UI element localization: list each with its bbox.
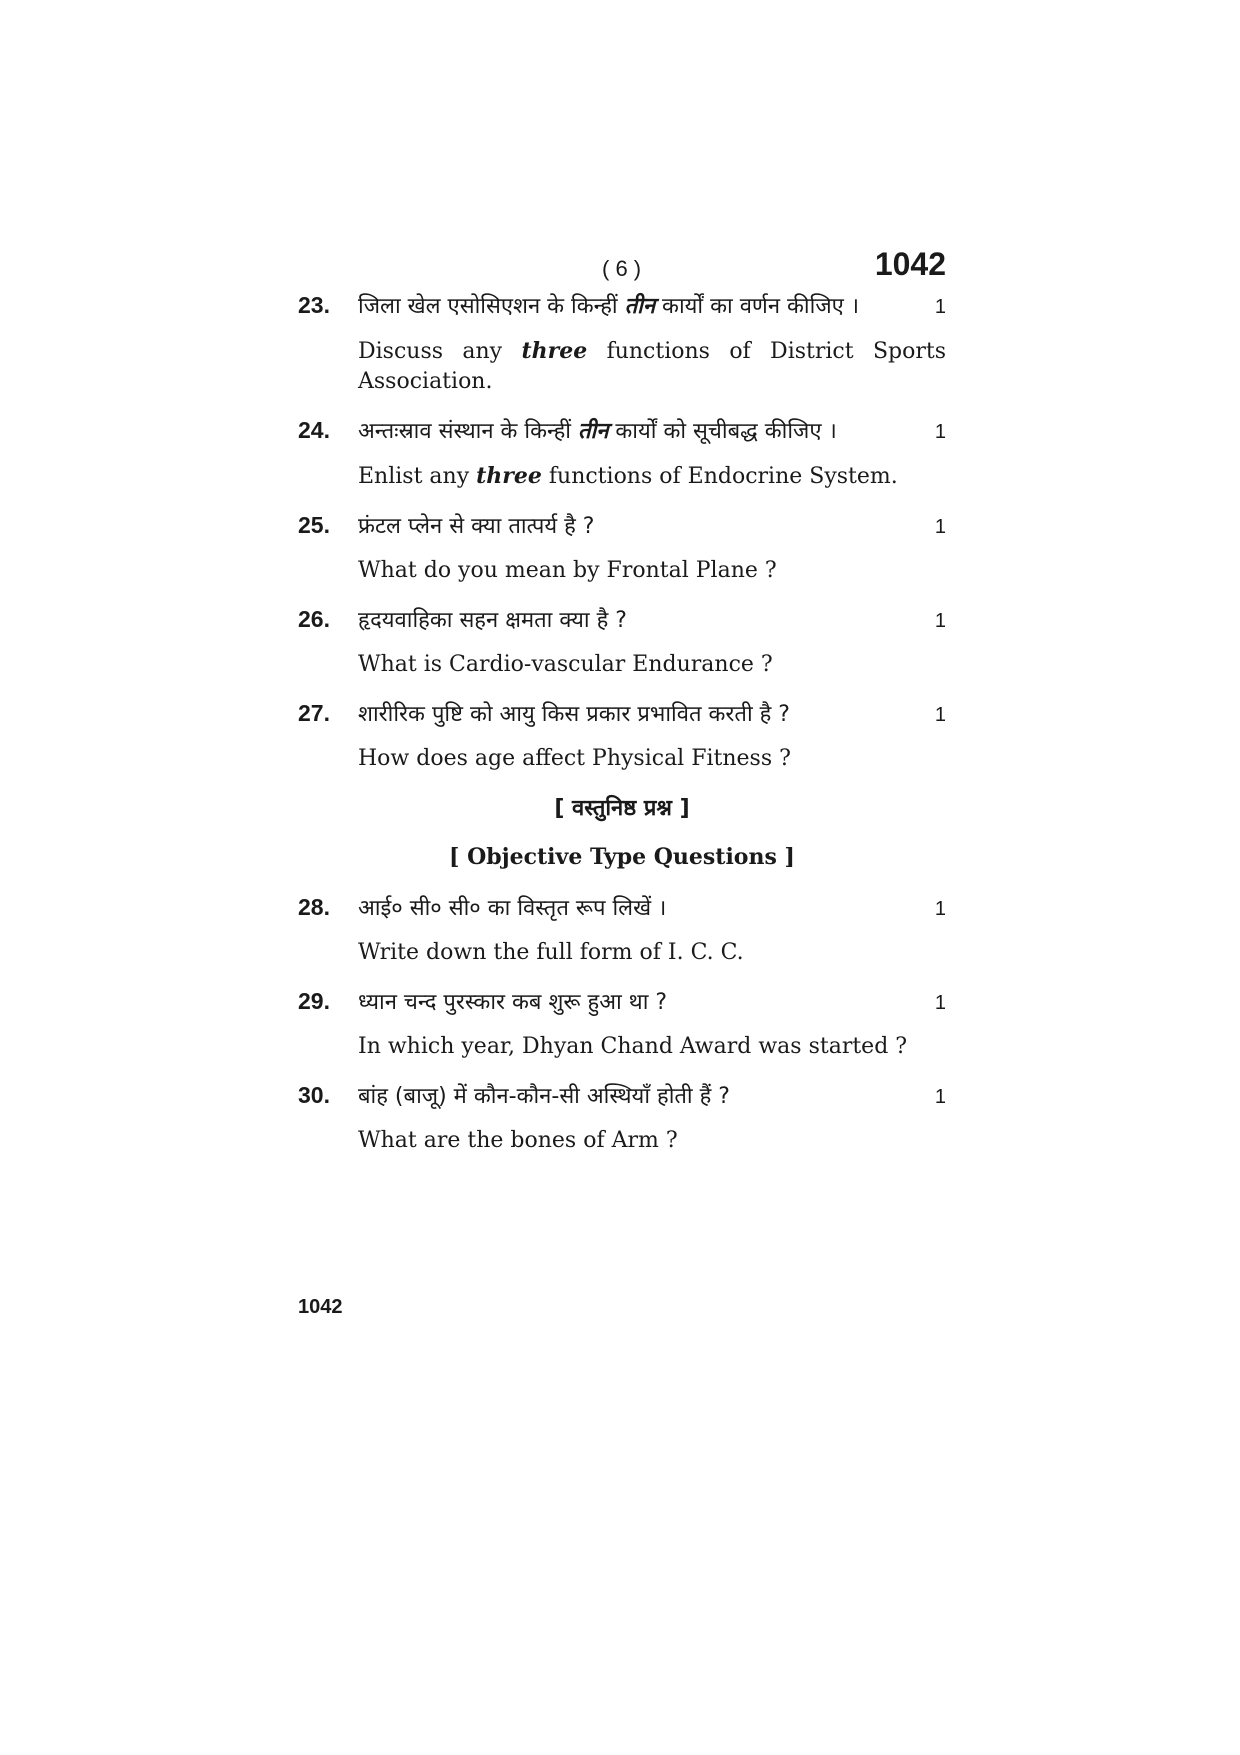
emphasis-english: three bbox=[521, 338, 588, 364]
question-text-hindi: बांह (बाजू) में कौन-कौन-सी अस्थियाँ होती हैं ? bbox=[358, 1084, 730, 1109]
question-28 bbox=[298, 892, 946, 968]
question-23 bbox=[298, 290, 946, 397]
question-text-english: What is Cardio-vascular Endurance ? bbox=[358, 652, 773, 677]
question-text-english: How does age affect Physical Fitness ? bbox=[358, 746, 791, 771]
emphasis-hindi: तीन bbox=[577, 419, 609, 444]
question-text-english: Discuss any three functions of District Sports Association. bbox=[358, 338, 946, 394]
emphasis-english: three bbox=[476, 463, 542, 489]
question-text-hindi: फ्रंटल प्लेन से क्या तात्पर्य है ? bbox=[358, 514, 595, 539]
question-marks: 1 bbox=[934, 296, 946, 318]
section-heading-hindi: [ वस्तुनिष्ठ प्रश्न ] bbox=[554, 796, 690, 821]
question-text-english: Enlist any three functions of Endocrine System. bbox=[358, 463, 898, 489]
question-text-english: In which year, Dhyan Chand Award was started ? bbox=[358, 1034, 908, 1059]
question-29 bbox=[298, 986, 946, 1062]
question-number: 23. bbox=[298, 292, 330, 318]
paper-code-top: 1042 bbox=[874, 246, 946, 282]
question-marks: 1 bbox=[934, 704, 946, 726]
page-header bbox=[290, 246, 946, 286]
question-marks: 1 bbox=[934, 1086, 946, 1108]
question-hindi-line bbox=[298, 510, 946, 540]
question-marks: 1 bbox=[934, 421, 946, 443]
question-hindi-line bbox=[298, 986, 946, 1016]
question-26 bbox=[298, 604, 946, 680]
question-number: 28. bbox=[298, 894, 330, 920]
question-hindi-line bbox=[298, 698, 946, 728]
paper-code-bottom: 1042 bbox=[298, 1296, 343, 1318]
page-number: ( 6 ) bbox=[602, 256, 642, 281]
question-number: 27. bbox=[298, 700, 330, 726]
question-number: 24. bbox=[298, 417, 330, 443]
question-text-hindi: ध्यान चन्द पुरस्कार कब शुरू हुआ था ? bbox=[358, 990, 668, 1015]
question-hindi-line bbox=[298, 1080, 946, 1110]
question-text-hindi: हृदयवाहिका सहन क्षमता क्या है ? bbox=[358, 608, 627, 633]
question-hindi-line bbox=[298, 290, 946, 320]
question-text-english: What do you mean by Frontal Plane ? bbox=[358, 558, 777, 583]
question-number: 26. bbox=[298, 606, 330, 632]
question-text-hindi: जिला खेल एसोसिएशन के किन्हीं तीन कार्यों का वर्णन कीजिए । bbox=[358, 294, 860, 319]
section-heading-english: [ Objective Type Questions ] bbox=[449, 844, 795, 870]
question-text-hindi: आई० सी० सी० का विस्तृत रूप लिखें । bbox=[358, 896, 667, 921]
question-marks: 1 bbox=[934, 516, 946, 538]
question-number: 30. bbox=[298, 1082, 330, 1108]
question-24 bbox=[298, 415, 946, 492]
question-30 bbox=[298, 1080, 946, 1156]
question-marks: 1 bbox=[934, 610, 946, 632]
question-text-english: Write down the full form of I. C. C. bbox=[358, 940, 744, 965]
question-marks: 1 bbox=[934, 898, 946, 920]
question-25 bbox=[298, 510, 946, 586]
question-hindi-line bbox=[298, 892, 946, 922]
question-27 bbox=[298, 698, 946, 774]
question-number: 25. bbox=[298, 512, 330, 538]
question-hindi-line bbox=[298, 604, 946, 634]
question-text-hindi: शारीरिक पुष्टि को आयु किस प्रकार प्रभावित करती है ? bbox=[358, 702, 790, 727]
question-marks: 1 bbox=[934, 992, 946, 1014]
question-number: 29. bbox=[298, 988, 330, 1014]
question-text-hindi: अन्तःस्राव संस्थान के किन्हीं तीन कार्यों को सूचीबद्ध कीजिए । bbox=[358, 419, 837, 444]
question-text-english: What are the bones of Arm ? bbox=[358, 1128, 678, 1153]
emphasis-hindi: तीन bbox=[624, 294, 656, 319]
question-list bbox=[298, 290, 946, 1174]
question-hindi-line bbox=[298, 415, 946, 445]
